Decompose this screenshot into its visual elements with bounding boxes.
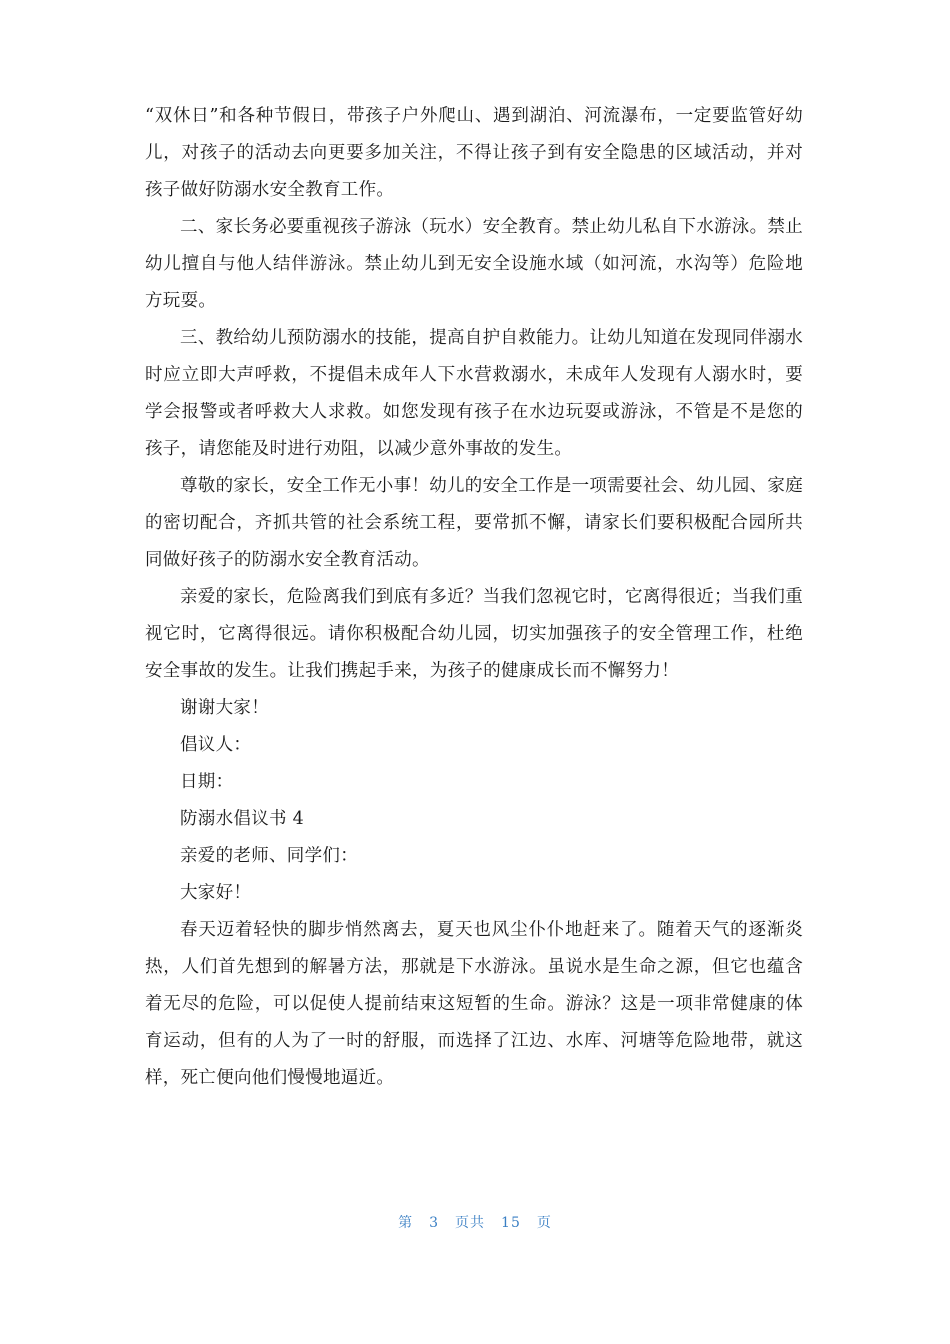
footer-middle: 页共 [455, 1215, 486, 1231]
paragraph-summer-swimming: 春天迈着轻快的脚步悄然离去，夏天也风尘仆仆地赶来了。随着天气的逐渐炎热，人们首先想到的解暑方法，那就是下水游泳。虽说水是生命之源，但它也蕴含着无尽的危险，可以促使人提前结束这短暂的生命。游泳？这是一项非常健康的体育运动，但有的人为了一时的舒服，而选择了江边、水库、河塘等危险地带，就这样，死亡便向他们慢慢地逼近。 [145, 920, 803, 1088]
paragraph-thanks: 谢谢大家！ [180, 698, 269, 718]
document-body [145, 98, 803, 1097]
page-footer [0, 1212, 950, 1232]
footer-prefix: 第 [398, 1215, 414, 1231]
paragraph-point-two: 二、家长务必要重视孩子游泳（玩水）安全教育。禁止幼儿私自下水游泳。禁止幼儿擅自与他人结伴游泳。禁止幼儿到无安全设施水域（如河流，水沟等）危险地方玩耍。 [145, 217, 803, 311]
paragraph-respected-parents: 尊敬的家长，安全工作无小事！幼儿的安全工作是一项需要社会、幼儿园、家庭的密切配合，齐抓共管的社会系统工程，要常抓不懈，请家长们要积极配合园所共同做好孩子的防溺水安全教育活动。 [145, 476, 803, 570]
salutation: 亲爱的老师、同学们： [180, 846, 358, 866]
greeting: 大家好！ [180, 883, 252, 903]
footer-current-page: 3 [429, 1215, 440, 1231]
paragraph-continued: “双休日”和各种节假日，带孩子户外爬山、遇到湖泊、河流瀑布，一定要监管好幼儿，对孩子的活动去向更要多加关注，不得让孩子到有安全隐患的区域活动，并对孩子做好防溺水安全教育工作。 [145, 106, 803, 200]
footer-total-pages: 15 [501, 1215, 521, 1231]
paragraph-dear-parents: 亲爱的家长，危险离我们到底有多近？当我们忽视它时，它离得很近；当我们重视它时，它离得很远。请你积极配合幼儿园，切实加强孩子的安全管理工作，杜绝安全事故的发生。让我们携起手来，为孩子的健康成长而不懈努力！ [145, 587, 803, 681]
paragraph-point-three: 三、教给幼儿预防溺水的技能，提高自护自救能力。让幼儿知道在发现同伴溺水时应立即大声呼救，不提倡未成年人下水营救溺水，未成年人发现有人溺水时，要学会报警或者呼救大人求救。如您发现有孩子在水边玩耍或游泳，不管是不是您的孩子，请您能及时进行劝阻，以减少意外事故的发生。 [145, 328, 803, 459]
date-label: 日期： [180, 772, 234, 792]
section-title: 防溺水倡议书 4 [180, 809, 305, 829]
proposer-label: 倡议人： [180, 735, 252, 755]
footer-suffix: 页 [536, 1215, 552, 1231]
